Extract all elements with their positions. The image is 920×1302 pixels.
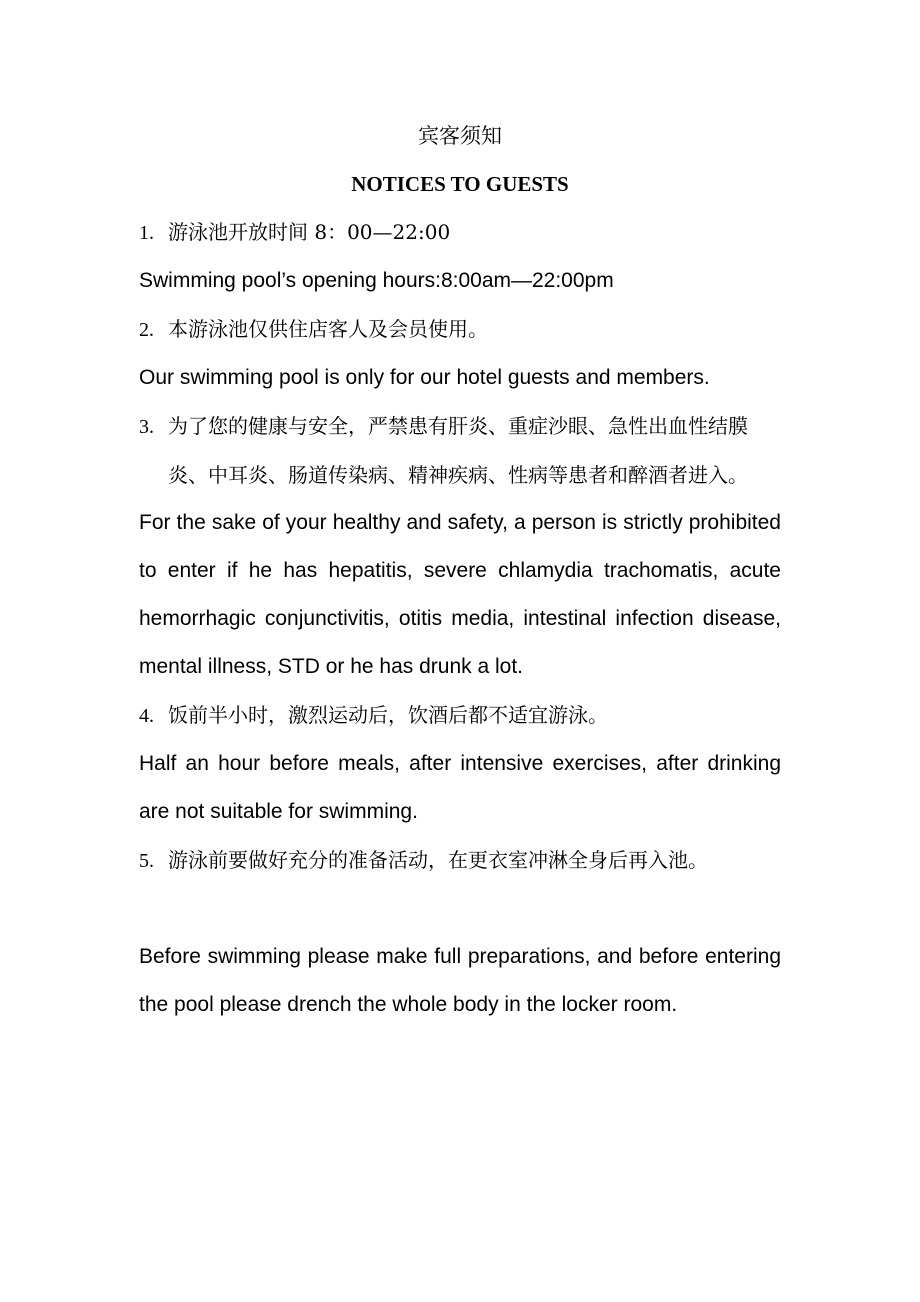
blank-line [139,885,781,933]
item-chinese [139,305,781,354]
item-chinese-text: 饭前半小时，激烈运动后，饮酒后都不适宜游泳。 [168,703,608,727]
item-number: 2. [139,319,154,341]
item-english: Half an hour before meals, after intensive exercises, after drinking are not suitable for swimming. [139,752,781,823]
item-english: Before swimming please make full preparations, and before entering the pool please drench the whole body in the locker room. [139,945,781,1016]
item-english: For the sake of your healthy and safety, a person is strictly prohibited to enter if he has hepatitis, severe chlamydia trachomatis, acute hemorrhagic conjunctivitis, otitis media, intestinal infection disease, mental illness, STD or he has drunk a lot. [139,511,781,678]
item-number: 3. [139,416,154,438]
item-number: 5. [139,850,154,872]
notice-item-5 [139,836,781,1029]
item-chinese-text: 游泳前要做好充分的准备活动，在更衣室冲淋全身后再入池。 [168,848,708,872]
item-number: 1. [139,222,154,244]
item-chinese [139,208,781,257]
notice-document [139,112,781,1029]
notice-item-4 [139,691,781,836]
item-english: Swimming pool’s opening hours:8:00am—22:00pm [139,269,614,292]
item-number: 4. [139,705,154,727]
notice-item-3 [139,402,781,691]
title-english: NOTICES TO GUESTS [351,172,569,196]
item-chinese [139,836,781,885]
notice-item-2 [139,305,781,402]
item-english: Our swimming pool is only for our hotel guests and members. [139,366,710,389]
item-chinese [139,691,781,740]
item-chinese-text: 为了您的健康与安全，严禁患有肝炎、重症沙眼、急性出血性结膜炎、中耳炎、肠道传染病、精神疾病、性病等患者和醉酒者进入。 [168,414,748,487]
title-chinese: 宾客须知 [418,124,502,148]
notice-item-1 [139,208,781,305]
item-chinese-text: 游泳池开放时间 8：00—22:00 [168,220,451,244]
item-chinese-text: 本游泳池仅供住店客人及会员使用。 [168,317,488,341]
item-chinese [139,402,781,499]
